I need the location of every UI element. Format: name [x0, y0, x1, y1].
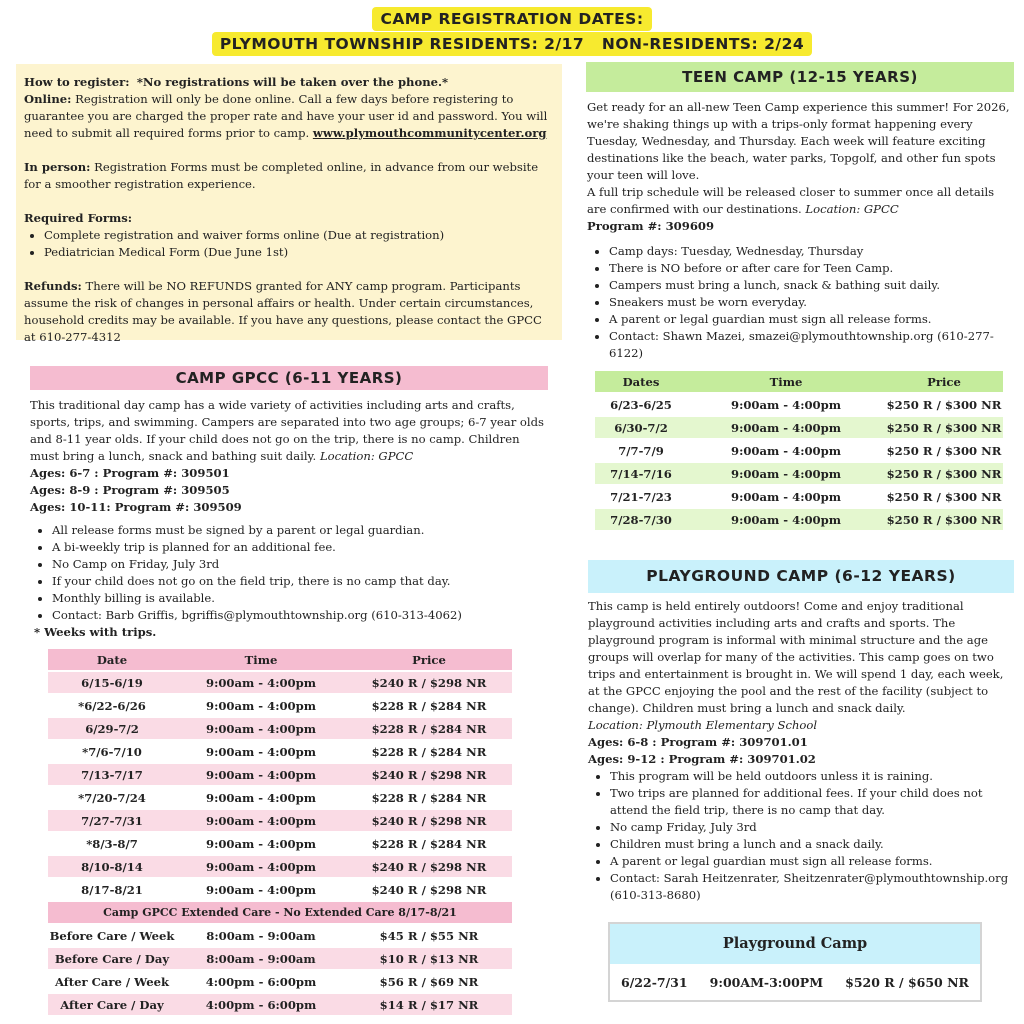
- table-row: *7/20-7/24 9:00am - 4:00pm $228 R / $284 NR: [78, 790, 487, 805]
- registration-info-box: How to register: *No registrations will be taken over the phone.* Online: Registration will only be done online. Call a few days before registering to guarantee you are charged the proper rate and have your user id and password. You will need to submit all required forms prior to camp. www.plymouthcommunitycenter.org In person: Registration Forms must be completed online, in advance from our website for a smoother registration experience. Required Forms: • Complete registration and waiver forms online (Due at registration) • Pediatrician Medical Form (Due June 1st) Refunds: There will be NO REFUNDS granted for ANY camp program. Participants assume the risk of changes in personal affairs or health. Under certain circumstances, household credits may be available. If you have any questions, please contact the GPCC at 610-277-4312: [16, 64, 562, 340]
- playground-description: This camp is held entirely outdoors! Come and enjoy traditional playground activities including arts and crafts and sports. The playground program is informal with minimal structure and the age groups will overlap for many of the activities. This camp goes on two trips and entertainment is brought in. We will spend 1 day, each week, at the GPCC enjoying the pool and the rest of the facility (subject to change). Children must bring a lunch and snack daily. Location: Plymouth Elementary School Ages: 6-8 : Program #: 309701.01 Ages: 9-12 : Program #: 309701.02 • This program will be held outdoors unless it is raining. • Two trips are planned for additional fees. If your child does not attend the field trip, there is no camp that day. • No camp Friday, July 3rd • Children must bring a lunch and a snack daily. • A parent or legal guardian must sign all release forms. • Contact: Sarah Heitzenrater, Sheitzenrater@plymouthtownship.org (610-313-8680): [588, 598, 1016, 904]
- playground-box-price: $520 R / $650 NR: [845, 975, 969, 990]
- required-forms-list: • Complete registration and waiver forms online (Due at registration) • Pediatrician Medical Form (Due June 1st): [24, 227, 554, 261]
- gpcc-description: This traditional day camp has a wide variety of activities including arts and crafts, sports, trips, and swimming. Campers are separated into two age groups; 6-7 year olds and 8-11 year olds. If your child does not go on the trip, there is no camp. Children must bring a lunch, snack and bathing suit daily. Location: GPCC Ages: 6-7 : Program #: 309501 Ages: 8-9 : Program #: 309505 Ages: 10-11: Program #: 309509 • All release forms must be signed by a parent or legal guardian. • A bi-weekly trip is planned for an additional fee. • No Camp on Friday, July 3rd • If your child does not go on the field trip, there is no camp that day. • Monthly billing is available. • Contact: Barb Griffis, bgriffis@plymouthtownship.org (610-313-4062) * Weeks with trips.: [30, 397, 550, 641]
- table-row: *8/3-8/7 9:00am - 4:00pm $228 R / $284 NR: [86, 836, 487, 851]
- gpcc-section-title: CAMP GPCC (6-11 YEARS): [30, 366, 548, 390]
- playground-section-title: PLAYGROUND CAMP (6-12 YEARS): [588, 560, 1014, 593]
- table-row: 8/17-8/21 9:00am - 4:00pm $240 R / $298 NR: [81, 882, 487, 897]
- table-row: 7/27-7/31 9:00am - 4:00pm $240 R / $298 NR: [48, 810, 512, 831]
- teen-bullets: • Camp days: Tuesday, Wednesday, Thursday • There is NO before or after care for Teen Camp. • Campers must bring a lunch, snack & bathing suit daily. • Sneakers must be worn everyday. • A parent or legal guardian must sign all release forms. • Contact: Shawn Mazei, smazei@plymouthtownship.org (610-277-6122): [587, 243, 1015, 362]
- table-row: Before Care / Day 8:00am - 9:00am $10 R / $13 NR: [48, 948, 512, 969]
- table-row: 7/13-7/17 9:00am - 4:00pm $240 R / $298 NR: [48, 764, 512, 785]
- teen-section-title: TEEN CAMP (12-15 YEARS): [586, 62, 1014, 92]
- table-row: 7/28-7/30 9:00am - 4:00pm $250 R / $300 NR: [595, 509, 1003, 530]
- registration-dates-line2: PLYMOUTH TOWNSHIP RESIDENTS: 2/17 NON-RESIDENTS: 2/24: [0, 35, 1024, 53]
- table-row: 6/30-7/2 9:00am - 4:00pm $250 R / $300 NR: [595, 417, 1003, 438]
- table-row: After Care / Week 4:00pm - 6:00pm $56 R / $69 NR: [54, 974, 479, 989]
- teen-schedule-table: Dates Time Price 6/23-6/25 9:00am - 4:00pm $250 R / $300 NR 6/30-7/2 9:00am - 4:00pm $250 R / $300 NR 7/7-7/9 9:00am - 4:00pm $250 R / $300 NR 7/14-7/16 9:00am - 4:00pm $250 R / $300 NR 7/21-7/23 9:00am - 4:00pm $250 R / $300 NR 7/28-7/30 9:00am - 4:00pm $250 R / $300 NR: [595, 369, 1003, 532]
- table-row: 8/10-8/14 9:00am - 4:00pm $240 R / $298 NR: [48, 856, 512, 877]
- table-row: 6/29-7/2 9:00am - 4:00pm $228 R / $284 NR: [48, 718, 512, 739]
- website-link[interactable]: www.plymouthcommunitycenter.org: [312, 126, 547, 140]
- extended-care-title: Camp GPCC Extended Care - No Extended Care 8/17-8/21: [48, 902, 512, 923]
- table-row: 7/14-7/16 9:00am - 4:00pm $250 R / $300 NR: [595, 463, 1003, 484]
- teen-description: Get ready for an all-new Teen Camp experience this summer! For 2026, we're shaking things up with a trips-only format happening every Tuesday, Wednesday, and Thursday. Each week will feature exciting destinations like the beach, water parks, Topgolf, and other fun spots your teen will love. A full trip schedule will be released closer to summer once all details are confirmed with our destinations. Location: GPCC Program #: 309609 • Camp days: Tuesday, Wednesday, Thursday • There is NO before or after care for Teen Camp. • Campers must bring a lunch, snack & bathing suit daily. • Sneakers must be worn everyday. • A parent or legal guardian must sign all release forms. • Contact: Shawn Mazei, smazei@plymouthtownship.org (610-277-6122): [587, 99, 1015, 362]
- gpcc-schedule-table: Date Time Price 6/15-6/19 9:00am - 4:00pm $240 R / $298 NR *6/22-6/26 9:00am - 4:00pm $228 R / $284 NR 6/29-7/2 9:00am - 4:00pm $228 R / $284 NR *7/6-7/10 9:00am - 4:00pm $228 R / $284 NR 7/13-7/17 9:00am - 4:00pm $240 R / $298 NR *7/20-7/24 9:00am - 4:00pm $228 R / $284 NR 7/27-7/31 9:00am - 4:00pm $240 R / $298 NR *8/3-8/7 9:00am - 4:00pm $228 R / $284 NR 8/10-8/14 9:00am - 4:00pm $240 R / $298 NR 8/17-8/21 9:00am - 4:00pm $240 R / $298 NR Camp GPCC Extended Care - No Extended Care 8/17-8/21 Before Care / Week 8:00am - 9:00am $45 R / $55 NR Before Care / Day 8:00am - 9:00am $10 R / $13 NR After Care / Week 4:00pm - 6:00pm $56 R / $69 NR After Care / Day 4:00pm - 6:00pm $14 R / $17 NR: [48, 647, 512, 1017]
- table-row: Before Care / Week 8:00am - 9:00am $45 R / $55 NR: [49, 928, 479, 943]
- table-row: *6/22-6/26 9:00am - 4:00pm $228 R / $284 NR: [78, 698, 487, 713]
- playground-bullets: • This program will be held outdoors unless it is raining. • Two trips are planned for additional fees. If your child does not attend the field trip, there is no camp that day. • No camp Friday, July 3rd • Children must bring a lunch and a snack daily. • A parent or legal guardian must sign all release forms. • Contact: Sarah Heitzenrater, Sheitzenrater@plymouthtownship.org (610-313-8680): [588, 768, 1016, 904]
- playground-price-box: [608, 922, 982, 1002]
- table-row: After Care / Day 4:00pm - 6:00pm $14 R / $17 NR: [48, 994, 512, 1015]
- gpcc-bullets: • All release forms must be signed by a parent or legal guardian. • A bi-weekly trip is planned for an additional fee. • No Camp on Friday, July 3rd • If your child does not go on the field trip, there is no camp that day. • Monthly billing is available. • Contact: Barb Griffis, bgriffis@plymouthtownship.org (610-313-4062): [30, 522, 550, 624]
- table-row: *7/6-7/10 9:00am - 4:00pm $228 R / $284 NR: [82, 744, 487, 759]
- table-row: 7/21-7/23 9:00am - 4:00pm $250 R / $300 NR: [610, 489, 1002, 504]
- table-row: 6/23-6/25 9:00am - 4:00pm $250 R / $300 NR: [610, 397, 1002, 412]
- playground-box-time: 9:00AM-3:00PM: [709, 975, 824, 990]
- table-row: 6/15-6/19 9:00am - 4:00pm $240 R / $298 NR: [48, 672, 512, 693]
- playground-box-title: Playground Camp: [610, 924, 980, 964]
- registration-dates-line1: CAMP REGISTRATION DATES:: [0, 10, 1024, 28]
- playground-box-dates: 6/22-7/31: [621, 975, 688, 990]
- table-row: 7/7-7/9 9:00am - 4:00pm $250 R / $300 NR: [618, 443, 1002, 458]
